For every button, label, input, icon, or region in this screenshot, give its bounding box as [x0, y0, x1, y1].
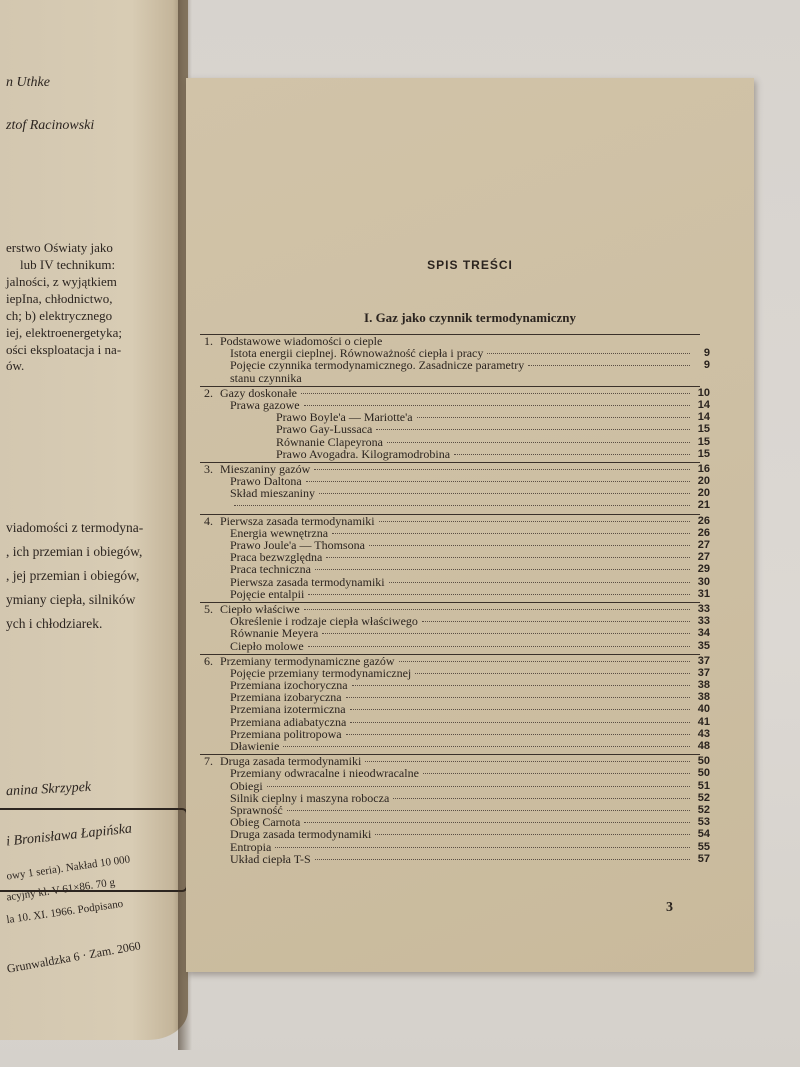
toc-row — [200, 778, 710, 793]
toc-leader-dots — [315, 569, 690, 570]
toc-entry-title: Druga zasada termodynamiki — [230, 827, 372, 842]
toc-row — [200, 766, 710, 781]
toc-page-number: 26 — [697, 514, 710, 527]
toc-entry-title: Energia wewnętrzna — [230, 525, 329, 540]
toc-entry-title: Podstawowe wiadomości o cieple — [220, 334, 383, 348]
toc-entry-title: Praca techniczna — [230, 562, 311, 577]
toc-number: 4. — [204, 513, 213, 528]
toc-leader-dots — [275, 847, 690, 848]
toc-leader-dots — [287, 810, 690, 811]
toc-row — [200, 434, 710, 449]
toc-page-number: 33 — [697, 615, 710, 628]
toc-leader-dots — [389, 582, 690, 583]
left-text-line: ów. — [6, 358, 25, 373]
toc-entry-title: Pojęcie przemiany termodynamicznej — [230, 665, 412, 680]
toc-leader-dots — [387, 442, 690, 443]
toc-entry-title: Dławienie — [230, 739, 280, 753]
colophon-line: la 10. XI. 1966. Podpisano — [5, 897, 124, 927]
editor-line: i Bronisława Łapińska — [5, 821, 133, 850]
toc-leader-dots — [350, 709, 690, 710]
toc-page-number: 41 — [697, 715, 710, 728]
toc-page-number: 15 — [697, 447, 710, 460]
toc-row — [200, 397, 710, 412]
toc-section — [200, 513, 710, 601]
toc-entry-title: Obiegi — [230, 778, 263, 793]
toc-page-number: 10 — [697, 386, 710, 399]
toc-entry-title: Istota energii cieplnej. Równoważność ciepła i pracy — [230, 346, 484, 361]
toc-leader-dots — [301, 393, 690, 394]
toc-leader-dots — [487, 353, 690, 354]
toc-number: 2. — [204, 385, 213, 400]
toc-row — [200, 372, 700, 384]
left-text-line: iej, elektroenergetyka; — [6, 325, 122, 340]
toc-entry-title: Przemiana izobaryczna — [230, 690, 342, 705]
toc-page-number: 15 — [697, 423, 710, 436]
toc-leader-dots — [528, 365, 690, 366]
left-text-line: erstwo Oświaty jako — [6, 240, 113, 255]
toc-leader-dots — [322, 633, 690, 634]
toc-entry-title: Przemiana politropowa — [230, 726, 342, 741]
toc-entry-title: Pojęcie czynnika termodynamicznego. Zasadnicze parametry — [230, 358, 525, 373]
toc-entry-title: Równanie Clapeyrona — [276, 434, 383, 449]
toc-entry-title: Przemiany termodynamiczne gazów — [220, 653, 395, 668]
toc-number: 7. — [204, 754, 213, 769]
toc-entry-title: Praca bezwzględna — [230, 550, 323, 565]
toc-leader-dots — [319, 493, 690, 494]
toc-leader-dots — [315, 859, 690, 860]
toc-leader-dots — [304, 405, 690, 406]
toc-leader-dots — [422, 621, 690, 622]
toc-entry-title: Ciepło molowe — [230, 638, 304, 653]
toc-number: 3. — [204, 461, 213, 476]
toc-page-number: 35 — [697, 639, 710, 652]
toc-row — [200, 486, 710, 501]
toc-page-number: 26 — [697, 526, 710, 539]
toc-page-number: 27 — [697, 551, 710, 564]
toc-entry-title: Druga zasada termodynamiki — [220, 754, 362, 769]
toc-row — [200, 851, 710, 866]
page-number: 3 — [666, 900, 673, 915]
toc-page-number: 20 — [697, 475, 710, 488]
toc-leader-dots — [283, 746, 690, 747]
author-line: n Uthke — [6, 75, 50, 90]
toc-entry-title: Mieszaniny gazów — [220, 461, 311, 476]
toc-entry-title: Gazy doskonałe — [220, 385, 297, 400]
toc-page-number: 9 — [703, 359, 710, 372]
toc-row — [200, 446, 710, 461]
toc-entry-title: Przemiana izotermiczna — [230, 702, 346, 717]
toc-page-number: 51 — [697, 779, 710, 792]
toc-page-number: 50 — [697, 767, 710, 780]
left-text-line: , jej przemian i obiegów, — [6, 568, 140, 583]
left-text-line: viadomości z termodyna- — [6, 520, 144, 535]
toc-page-number: 57 — [697, 852, 710, 865]
left-text-line: ch; b) elektrycznego — [6, 308, 113, 323]
toc-leader-dots — [352, 685, 690, 686]
toc-page-number: 30 — [697, 575, 710, 588]
toc-row — [200, 422, 710, 437]
toc-page-number: 38 — [697, 679, 710, 692]
toc-leader-dots — [365, 761, 690, 762]
toc-entry-title: Silnik cieplny i maszyna robocza — [230, 790, 390, 805]
chapter-heading: I. Gaz jako czynnik termodynamiczny — [364, 310, 576, 325]
toc-row — [200, 358, 710, 373]
left-text-line: iepIna, chłodnictwo, — [6, 291, 113, 306]
toc-row — [200, 499, 710, 512]
toc-row — [200, 586, 710, 601]
toc-section — [200, 461, 710, 512]
toc-page-number: 14 — [697, 411, 710, 424]
toc-leader-dots — [346, 734, 690, 735]
toc-entry-title: Prawo Avogadra. Kilogramodrobina — [276, 446, 451, 461]
toc-page-number: 40 — [697, 703, 710, 716]
toc-entry-title: Obieg Carnota — [230, 815, 301, 830]
toc-leader-dots — [376, 429, 690, 430]
toc-leader-dots — [423, 773, 690, 774]
toc-page-number: 37 — [697, 654, 710, 667]
toc-page-number: 50 — [697, 755, 710, 768]
editor-line: anina Skrzypek — [5, 779, 92, 800]
toc-section — [200, 334, 710, 385]
toc-row — [200, 714, 710, 729]
toc-leader-dots — [369, 545, 690, 546]
left-text-line: , ich przemian i obiegów, — [6, 544, 143, 559]
page-title: SPIS TREŚCI — [427, 258, 513, 272]
toc-row — [200, 410, 710, 425]
toc-entry-title: Równanie Meyera — [230, 626, 319, 641]
left-text-line: jalności, z wyjątkiem — [6, 274, 117, 289]
toc-page-number: 43 — [697, 727, 710, 740]
toc-leader-dots — [306, 481, 690, 482]
toc-page-number: 20 — [697, 487, 710, 500]
toc-entry-title: Przemiana izochoryczna — [230, 678, 348, 693]
toc-page-number: 21 — [697, 499, 710, 512]
toc-page-number: 29 — [697, 563, 710, 576]
toc-page-number: 14 — [697, 398, 710, 411]
left-text-line: ości eksploatacja i na- — [6, 342, 122, 357]
toc-number: 5. — [204, 601, 213, 616]
left-text-line: lub IV technikum: — [20, 257, 116, 272]
toc-page-number: 38 — [697, 691, 710, 704]
toc-entry-title: Prawo Boyle'a — Mariotte'a — [276, 410, 413, 425]
toc-entry-title: Skład mieszaniny — [230, 486, 315, 501]
toc-row — [200, 839, 710, 854]
toc-row — [200, 513, 710, 528]
toc-page-number: 53 — [697, 816, 710, 829]
toc-number: 1. — [204, 334, 213, 348]
toc-page-number: 52 — [697, 791, 710, 804]
toc-page-number: 52 — [697, 803, 710, 816]
toc-leader-dots — [415, 673, 690, 674]
toc-row — [200, 702, 710, 717]
toc-leader-dots — [308, 594, 690, 595]
toc-entry-title: Entropia — [230, 839, 272, 854]
toc-section — [200, 754, 710, 866]
toc-leader-dots — [346, 697, 690, 698]
toc-page-number: 37 — [697, 666, 710, 679]
toc-entry-title: Określenie i rodzaje ciepła właściwego — [230, 614, 418, 629]
toc-entry-title: Prawo Joule'a — Thomsona — [230, 538, 365, 552]
toc-section — [200, 653, 710, 753]
colophon-line: Grunwaldzka 6 · Zam. 2060 — [5, 938, 142, 976]
table-of-contents — [200, 328, 710, 866]
toc-page-number: 55 — [697, 840, 710, 853]
toc-entry-title: Pojęcie entalpii — [230, 586, 305, 601]
toc-entry-title: Prawo Daltona — [230, 474, 302, 489]
toc-row — [200, 626, 710, 641]
toc-leader-dots — [234, 505, 690, 506]
toc-entry-title: Przemiana adiabatyczna — [230, 714, 347, 729]
toc-row — [200, 574, 710, 589]
toc-leader-dots — [314, 469, 690, 470]
left-text-line: ych i chłodziarek. — [6, 616, 103, 631]
toc-entry-title: Prawa gazowe — [230, 397, 300, 412]
toc-page-number: 33 — [697, 602, 710, 615]
toc-row — [200, 827, 710, 842]
toc-entry-title: Przemiany odwracalne i nieodwracalne — [230, 766, 419, 781]
toc-leader-dots — [350, 722, 690, 723]
toc-leader-dots — [304, 822, 690, 823]
toc-page-number: 48 — [697, 740, 710, 752]
toc-leader-dots — [399, 661, 690, 662]
toc-entry-title: Pierwsza zasada termodynamiki — [220, 513, 375, 528]
toc-row — [200, 562, 710, 577]
toc-leader-dots — [375, 834, 690, 835]
toc-entry-title: Układ ciepła T-S — [230, 851, 311, 866]
toc-leader-dots — [267, 786, 690, 787]
toc-section — [200, 601, 710, 653]
toc-page-number: 54 — [697, 828, 710, 841]
left-text-line: ymiany ciepła, silników — [6, 592, 136, 607]
toc-leader-dots — [379, 521, 690, 522]
toc-entry-title: Sprawność — [230, 802, 283, 817]
toc-row — [200, 638, 710, 653]
toc-leader-dots — [304, 609, 690, 610]
author-line: ztof Racinowski — [6, 118, 95, 133]
toc-page-number: 31 — [697, 587, 710, 600]
toc-entry-title: stanu czynnika — [230, 370, 302, 385]
right-page — [186, 78, 754, 972]
toc-section — [200, 385, 710, 461]
toc-leader-dots — [332, 533, 690, 534]
toc-row — [200, 739, 710, 753]
toc-page-number: 34 — [697, 627, 710, 640]
toc-leader-dots — [417, 417, 690, 418]
left-page — [0, 0, 188, 1040]
toc-page-number: 27 — [697, 539, 710, 551]
toc-page-number: 16 — [697, 462, 710, 475]
toc-page-number: 9 — [703, 347, 710, 360]
toc-entry-title: Pierwsza zasada termodynamiki — [230, 574, 385, 589]
toc-leader-dots — [308, 646, 690, 647]
toc-entry-title: Ciepło właściwe — [220, 601, 300, 616]
toc-page-number: 15 — [697, 435, 710, 448]
toc-leader-dots — [393, 798, 690, 799]
colophon-line: owy 1 seria). Nakład 10 000 — [5, 853, 131, 883]
colophon-line: acyjny kl. V 61×86. 70 g — [5, 876, 116, 904]
toc-number: 6. — [204, 653, 213, 668]
toc-entry-title: Prawo Gay-Lussaca — [276, 422, 373, 437]
toc-leader-dots — [454, 454, 690, 455]
toc-leader-dots — [326, 557, 690, 558]
